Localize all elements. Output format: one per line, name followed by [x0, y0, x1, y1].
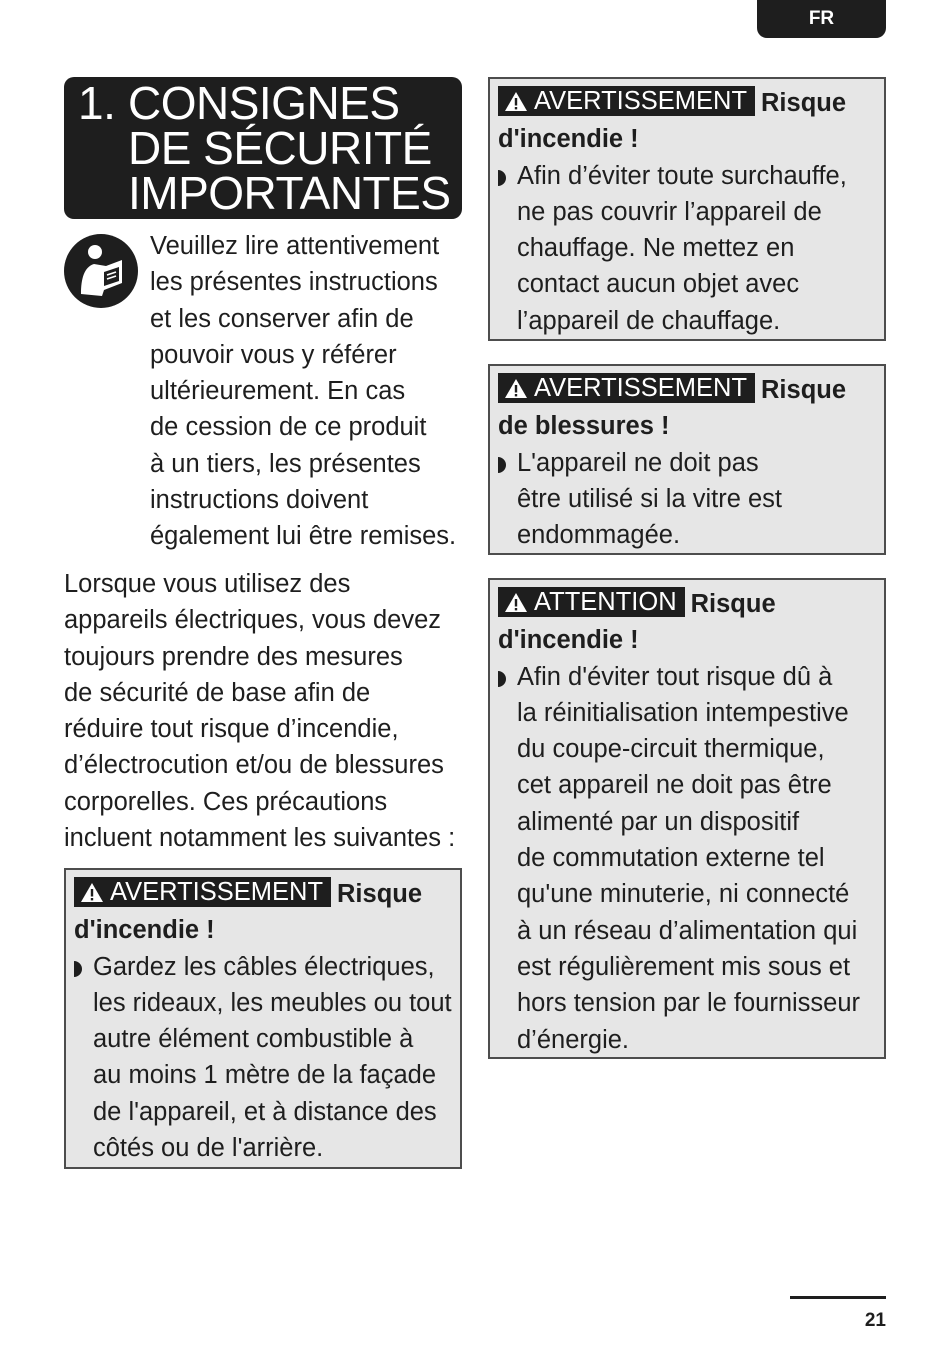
page-number-rule	[790, 1296, 886, 1299]
warning-heading: AVERTISSEMENT Risque	[74, 876, 452, 912]
title-line-2: DE SÉCURITÉ	[128, 122, 432, 174]
warning-label: AVERTISSEMENT	[74, 877, 331, 907]
page-number: 21	[864, 1310, 886, 1331]
warning-triangle-icon	[504, 91, 528, 112]
intro-text: Veuillez lire attentivement les présentes instructions et les conserver afin de pouvoir vous y référer ultérieurement. En cas de cession de ce produit à un tiers, les présentes instructions doivent également lui être remises.	[150, 232, 457, 551]
half-circle-bullet-icon	[498, 457, 507, 473]
list-item: L'appareil ne doit pas être utilisé si la vitre est endommagée.	[498, 445, 876, 554]
warning-heading: AVERTISSEMENT Risque	[498, 85, 876, 121]
warning-heading: ATTENTION Risque	[498, 586, 876, 622]
warning-box-fire-cables: AVERTISSEMENT Risque d'incendie ! Gardez les câbles électriques, les rideaux, les meubles ou tout autre élément combustible à au moins 1 mètre de la façade de l'appareil, et à distance des côtés ou de l'arrière.	[64, 868, 462, 1169]
warning-label: AVERTISSEMENT	[498, 86, 755, 116]
language-tab: FR	[757, 0, 886, 38]
list-item: Afin d'éviter tout risque dû à la réinitialisation intempestive du coupe-circuit thermique, cet appareil ne doit pas être alimenté par un dispositif de commutation externe tel qu'une minuterie, ni connecté à un réseau d’alimentation qui est régulièrement mis sous et hors tension par le fournisseur d’énergie.	[498, 659, 876, 1058]
warning-triangle-icon	[504, 592, 528, 613]
warning-heading: AVERTISSEMENT Risque	[498, 372, 876, 408]
attention-label: ATTENTION	[498, 587, 685, 617]
half-circle-bullet-icon	[74, 961, 83, 977]
title-line-1: 1. CONSIGNES	[78, 77, 400, 129]
section-title	[64, 77, 462, 219]
half-circle-bullet-icon	[498, 170, 507, 186]
warning-label: AVERTISSEMENT	[498, 373, 755, 403]
warning-triangle-icon	[80, 882, 104, 903]
list-item: Gardez les câbles électriques, les rideaux, les meubles ou tout autre élément combustible à au moins 1 mètre de la façade de l'appareil, et à distance des côtés ou de l'arrière.	[74, 949, 452, 1167]
warning-triangle-icon	[504, 378, 528, 399]
warning-box-fire-overheat: AVERTISSEMENT Risque d'incendie ! Afin d’éviter toute surchauffe, ne pas couvrir l’appareil de chauffage. Ne mettez en contact aucun objet avec l’appareil de chauffage.	[488, 77, 886, 341]
read-manual-icon	[64, 234, 138, 308]
title-line-3: IMPORTANTES	[128, 167, 451, 219]
attention-box-thermal-cutout: ATTENTION Risque d'incendie ! Afin d'éviter tout risque dû à la réinitialisation intempestive du coupe-circuit thermique, cet appareil ne doit pas être alimenté par un dispositif de commutation externe tel qu'une minuterie, ni connecté à un réseau d’alimentation qui est régulièrement mis sous et hors tension par le fournisseur d’énergie.	[488, 578, 886, 1059]
section-number: 1.	[78, 77, 116, 129]
half-circle-bullet-icon	[498, 671, 507, 687]
precautions-paragraph: Lorsque vous utilisez des appareils électriques, vous devez toujours prendre des mesures de sécurité de base afin de réduire tout risque d’incendie, d’électrocution et/ou de blessures corporelles. Ces précautions incluent notamment les suivantes :	[64, 570, 456, 853]
list-item: Afin d’éviter toute surchauffe, ne pas couvrir l’appareil de chauffage. Ne mettez en contact aucun objet avec l’appareil de chauffage.	[498, 158, 876, 339]
warning-box-injury: AVERTISSEMENT Risque de blessures ! L'appareil ne doit pas être utilisé si la vitre est endommagée.	[488, 364, 886, 555]
